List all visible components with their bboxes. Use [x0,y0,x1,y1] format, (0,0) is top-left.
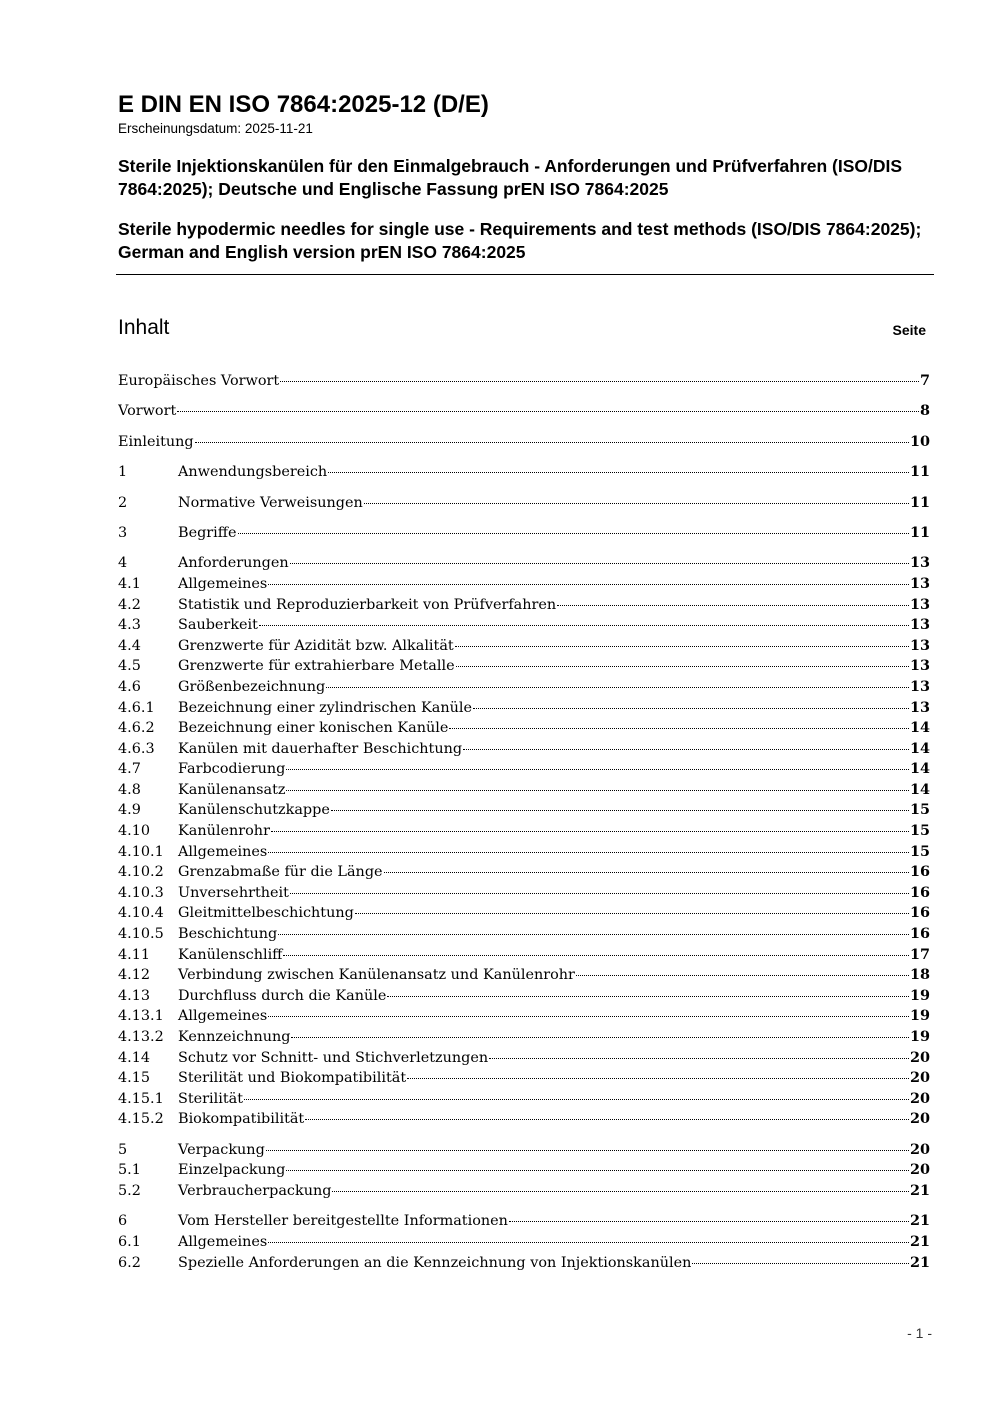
toc-entry[interactable] [118,965,930,986]
dot-leader [280,371,919,382]
dot-leader [244,1089,909,1100]
dot-leader [268,1232,909,1243]
toc-entry[interactable] [118,1109,930,1130]
toc-entry-number: 4.15.1 [118,1090,164,1107]
toc-entry[interactable] [118,821,930,842]
dot-leader [692,1253,909,1264]
toc-entry-page: 14 [909,760,930,778]
toc-entry-page: 14 [909,739,930,757]
toc-entry[interactable] [118,1160,930,1181]
toc-entry[interactable] [118,1181,930,1202]
dot-leader [489,1048,909,1059]
toc-entry-page: 11 [909,493,930,511]
toc-entry-title: Europäisches Vorwort [118,373,280,389]
toc-entry-page: 21 [909,1232,930,1250]
toc-entry[interactable] [118,493,930,514]
toc-entry-title: Allgemeines [178,1233,268,1250]
toc-entry[interactable] [118,371,930,392]
dot-leader [332,1181,909,1192]
toc-entry-page: 13 [909,677,930,695]
toc-entry-title: Bezeichnung einer zylindrischen Kanüle [178,699,473,716]
document-id: E DIN EN ISO 7864:2025-12 (D/E) [118,91,489,118]
toc-entry[interactable] [118,656,930,677]
toc-entry[interactable] [118,595,930,616]
toc-entry[interactable] [118,1232,930,1253]
toc-entry-number: 4.6 [118,678,141,695]
toc-entry-title: Bezeichnung einer konischen Kanüle [178,720,449,737]
toc-entry-title: Anforderungen [178,555,289,572]
dot-leader [364,493,909,504]
toc-entry[interactable] [118,986,930,1007]
dot-leader [177,401,919,412]
toc-entry[interactable] [118,462,930,483]
toc-entry-number: 6.2 [118,1254,141,1271]
toc-entry-title: Begriffe [178,524,237,541]
toc-entry-title: Beschichtung [178,926,278,943]
dot-leader [290,883,909,894]
dot-leader [238,523,909,534]
toc-entry-title: Statistik und Reproduzierbarkeit von Prüfverfahren [178,596,557,613]
toc-entry[interactable] [118,739,930,760]
toc-entry-title: Vorwort [118,403,177,420]
toc-entry[interactable] [118,615,930,636]
dot-leader [271,821,909,832]
toc-entry-title: Durchfluss durch die Kanüle [178,987,387,1004]
toc-entry-number: 4.10 [118,823,151,840]
toc-entry-page: 14 [909,780,930,798]
toc-entry-number: 4.5 [118,658,141,675]
toc-entry-number: 4.4 [118,637,141,654]
toc-entry-number: 4 [118,555,128,572]
toc-entry-page: 20 [909,1048,930,1066]
dot-leader [268,1006,909,1017]
toc-entry-title: Sauberkeit [178,617,258,634]
toc-entry-number: 4.8 [118,781,141,798]
toc-entry-number: 5 [118,1141,128,1158]
toc-entry-page: 7 [919,372,930,389]
title-english: Sterile hypodermic needles for single use - Requirements and test methods (ISO/DIS 7864:2025); German and English version prEN ISO 7864:2025 [118,219,922,262]
dot-leader [326,677,909,688]
title-german: Sterile Injektionskanülen für den Einmalgebrauch - Anforderungen und Prüfverfahren (ISO/DIS 7864:2025); Deutsche und Englische Fassung prEN ISO 7864:2025 [118,156,903,199]
toc-entry-number: 4.10.1 [118,843,164,860]
toc-entry-number: 4.12 [118,967,151,984]
toc-entry-number: 4.2 [118,596,141,613]
toc-entry-title: Grenzwerte für extrahierbare Metalle [178,658,455,675]
toc-entry-number: 4.6.2 [118,720,155,737]
toc-entry-number: 4.10.3 [118,884,164,901]
toc-entry-page: 18 [909,966,930,984]
toc-entry-number: 5.1 [118,1162,141,1179]
dot-leader [305,1109,909,1120]
toc-entry[interactable] [118,432,930,453]
toc-entry-number: 3 [118,524,128,541]
toc-page-label: Seite [892,322,926,338]
toc-entry-number: 6.1 [118,1233,141,1250]
toc-entry[interactable] [118,1211,930,1232]
toc-entry-title: Sterilität [178,1090,243,1107]
toc-entry-title: Kanülenschutzkappe [178,802,330,819]
toc-entry[interactable] [118,1048,930,1069]
toc-entry-title: Gleitmittelbeschichtung [178,905,354,922]
toc-entry[interactable] [118,1140,930,1161]
toc-entry-number: 4.3 [118,617,141,634]
toc-entry-title: Kanülen mit dauerhafter Beschichtung [178,740,463,757]
dot-leader [407,1068,909,1079]
dot-leader [449,718,909,729]
toc-entry-title: Einzelpackung [178,1162,286,1179]
toc-entry-title: Allgemeines [178,1008,268,1025]
dot-leader [455,636,909,647]
toc-heading: Inhalt [118,316,170,339]
toc-entry[interactable] [118,759,930,780]
toc-entry[interactable] [118,883,930,904]
toc-entry[interactable] [118,574,930,595]
toc-entry-page: 20 [909,1161,930,1179]
toc-entry-page: 13 [909,657,930,675]
dot-leader [268,842,909,853]
dot-leader [290,553,909,564]
toc-entry-page: 14 [909,719,930,737]
toc-entry-number: 4.15.2 [118,1111,164,1128]
dot-leader [291,1027,909,1038]
toc-entry-title: Biokompatibilität [178,1111,305,1128]
dot-leader [576,965,909,976]
toc-entry-title: Kanülenschliff [178,946,283,963]
toc-entry-title: Verbindung zwischen Kanülenansatz und Kanülenrohr [178,967,575,984]
toc-entry[interactable] [118,862,930,883]
toc-entry-title: Grenzabmaße für die Länge [178,864,383,881]
toc-entry-page: 13 [909,554,930,572]
toc-entry-page: 20 [909,1110,930,1128]
toc-entry[interactable] [118,523,930,544]
dot-leader [473,698,909,709]
dot-leader [266,1140,909,1151]
toc-entry-page: 13 [909,698,930,716]
toc-entry-page: 16 [909,863,930,881]
toc-entry-page: 11 [909,463,930,481]
dot-leader [268,574,909,585]
toc-entry-page: 21 [909,1253,930,1271]
dot-leader [286,1160,909,1171]
toc-entry-number: 4.10.4 [118,905,164,922]
toc-entry-page: 21 [909,1181,930,1199]
dot-leader [456,656,909,667]
dot-leader [387,986,909,997]
toc-entry-page: 19 [909,1007,930,1025]
toc-entry[interactable] [118,842,930,863]
toc-entry-page: 8 [919,402,930,420]
toc-entry[interactable] [118,1253,930,1274]
toc-entry[interactable] [118,677,930,698]
toc-entry-title: Schutz vor Schnitt- und Stichverletzungen [178,1049,489,1066]
toc-entry-number: 4.14 [118,1049,151,1066]
toc-entry-number: 5.2 [118,1182,141,1199]
toc-entry-number: 4.15 [118,1070,151,1087]
toc-entry-title: Anwendungsbereich [178,464,328,481]
toc-entry-number: 2 [118,494,128,511]
toc-entry-title: Verbraucherpackung [178,1182,332,1199]
toc-entry-page: 16 [909,883,930,901]
header-divider [116,274,934,275]
toc-entry[interactable] [118,1089,930,1110]
toc-entry-page: 17 [909,945,930,963]
toc-entry[interactable] [118,553,930,574]
toc-entry-number: 4.10.5 [118,926,164,943]
toc-entry-title: Allgemeines [178,843,268,860]
toc-entry-number: 1 [118,464,128,481]
toc-entry-title: Größenbezeichnung [178,678,326,695]
toc-entry-page: 15 [909,822,930,840]
toc-entry-number: 4.7 [118,761,141,778]
toc-entry-page: 21 [909,1212,930,1230]
toc-entry-title: Spezielle Anforderungen an die Kennzeichnung von Injektionskanülen [178,1254,692,1271]
toc-entry-title: Vom Hersteller bereitgestellte Informationen [178,1213,508,1230]
toc-entry-page: 10 [909,432,930,450]
toc-entry-title: Normative Verweisungen [178,494,363,511]
dot-leader [328,462,909,473]
toc-entry[interactable] [118,1006,930,1027]
dot-leader [557,595,909,606]
toc-entry-page: 11 [909,523,930,541]
toc-entry-page: 13 [909,595,930,613]
toc-entry-number: 4.6.3 [118,740,155,757]
toc-entry[interactable] [118,698,930,719]
toc-entry-number: 4.6.1 [118,699,155,716]
dot-leader [509,1211,909,1222]
toc-entry[interactable] [118,780,930,801]
toc-header [118,315,926,341]
toc-entry[interactable] [118,636,930,657]
toc-entry-number: 4.13 [118,987,151,1004]
toc-entry-number: 4.1 [118,575,141,592]
publication-date: Erscheinungsdatum: 2025-11-21 [118,121,313,136]
toc-entry-title: Kennzeichnung [178,1029,291,1045]
toc-entry-page: 13 [909,636,930,654]
toc-entry-title: Einleitung [118,433,194,450]
toc-entry-title: Grenzwerte für Azidität bzw. Alkalität [178,637,454,654]
toc-entry-number: 4.13.2 [118,1029,164,1045]
dot-leader [195,432,909,443]
dot-leader [331,800,909,811]
toc-entry[interactable] [118,1068,930,1089]
toc-entry-title: Farbcodierung [178,761,286,778]
toc-entry[interactable] [118,401,930,422]
toc-entry-title: Unversehrtheit [178,884,289,901]
toc-entry-title: Allgemeines [178,575,268,592]
toc-entry[interactable] [118,718,930,739]
toc-entry[interactable] [118,903,930,924]
toc-entry-number: 4.10.2 [118,864,164,881]
toc-entry-page: 20 [909,1089,930,1107]
table-of-contents [118,371,930,1273]
dot-leader [463,739,909,750]
toc-entry-number: 4.11 [118,946,151,963]
toc-entry[interactable] [118,924,930,945]
toc-entry-title: Kanülenrohr [178,823,270,840]
dot-leader [283,945,909,956]
dot-leader [286,759,909,770]
toc-entry-page: 19 [909,986,930,1004]
dot-leader [355,903,909,914]
document-header [118,90,933,264]
toc-entry-number: 6 [118,1213,128,1230]
dot-leader [286,780,909,791]
toc-entry-title: Sterilität und Biokompatibilität [178,1070,407,1087]
dot-leader [259,615,909,626]
toc-entry-page: 20 [909,1069,930,1087]
toc-entry-page: 16 [909,925,930,943]
dot-leader [278,924,909,935]
toc-entry[interactable] [118,800,930,821]
toc-entry-page: 15 [909,801,930,819]
toc-entry[interactable] [118,1027,930,1048]
toc-entry-number: 4.9 [118,802,141,819]
page-number: - 1 - [907,1325,932,1341]
toc-entry-page: 15 [909,842,930,860]
toc-entry-page: 16 [909,904,930,922]
toc-entry-page: 19 [909,1028,930,1045]
toc-entry-page: 13 [909,616,930,634]
dot-leader [384,862,909,873]
toc-entry-number: 4.13.1 [118,1008,164,1025]
toc-entry-title: Verpackung [178,1141,265,1158]
toc-entry-page: 20 [909,1140,930,1158]
toc-entry-page: 13 [909,574,930,592]
toc-entry-title: Kanülenansatz [178,781,286,798]
toc-entry[interactable] [118,945,930,966]
